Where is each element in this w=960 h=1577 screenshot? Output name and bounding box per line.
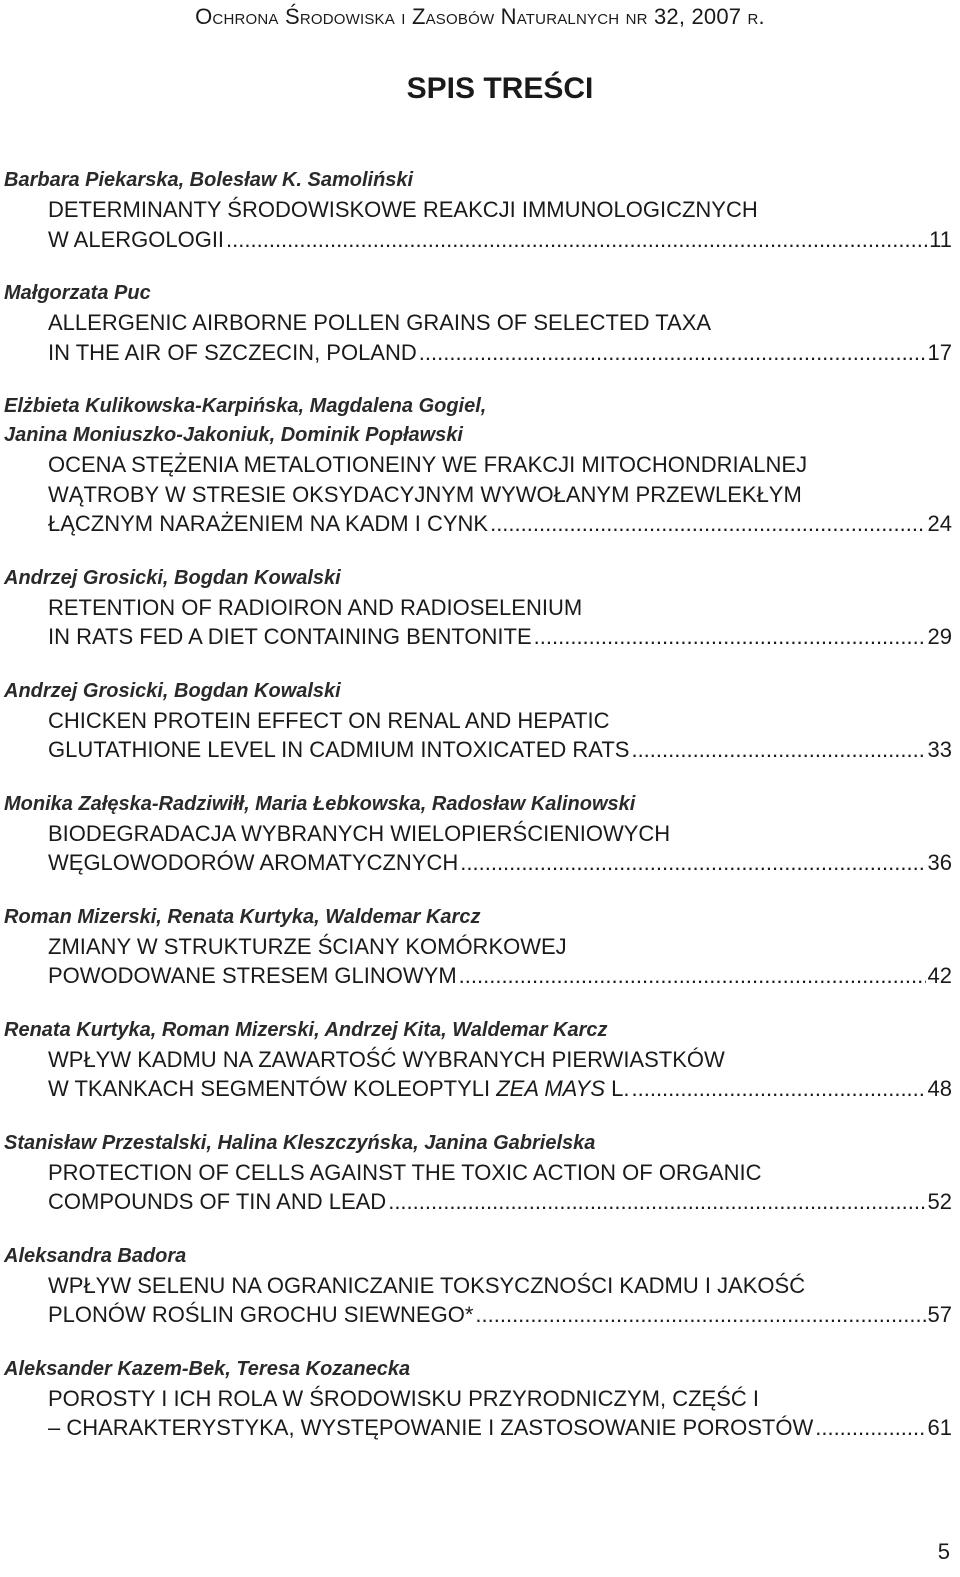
dot-leader (490, 509, 925, 539)
toc-entry[interactable] (0, 1355, 952, 1443)
entry-last-line (0, 1074, 952, 1104)
toc-entry[interactable] (0, 677, 952, 765)
entry-page-number[interactable]: 57 (927, 1302, 952, 1327)
entry-authors: Roman Mizerski, Renata Kurtyka, Waldemar Karcz (4, 905, 481, 928)
entry-authors: Renata Kurtyka, Roman Mizerski, Andrzej Kita, Waldemar Karcz (4, 1018, 608, 1041)
table-of-contents (0, 166, 952, 1468)
entry-title-line: BIODEGRADACJA WYBRANYCH WIELOPIERŚCIENIOWYCH (48, 820, 671, 846)
entry-title-line: PROTECTION OF CELLS AGAINST THE TOXIC ACTION OF ORGANIC (48, 1159, 762, 1185)
dot-leader (632, 1074, 926, 1104)
toc-entry[interactable] (0, 279, 952, 367)
entry-last-line (0, 961, 952, 991)
entry-title-line: WPŁYW KADMU NA ZAWARTOŚĆ WYBRANYCH PIERWIASTKÓW (48, 1046, 725, 1072)
toc-entry[interactable] (0, 166, 952, 254)
toc-entry[interactable] (0, 903, 952, 991)
dot-leader (534, 622, 926, 652)
dot-leader (388, 1187, 925, 1217)
toc-entry[interactable] (0, 392, 952, 539)
dot-leader (815, 1413, 925, 1443)
toc-entry[interactable] (0, 564, 952, 652)
running-head: Ochrona Środowiska i Zasobów Naturalnych nr 32, 2007 r. (195, 4, 765, 29)
toc-entry[interactable] (0, 1016, 952, 1104)
entry-page-number[interactable]: 29 (927, 624, 952, 649)
entry-title-end-roman: W TKANKACH SEGMENTÓW KOLEOPTYLI (48, 1076, 491, 1101)
entry-title-end: – CHARAKTERYSTYKA, WYSTĘPOWANIE I ZASTOSOWANIE POROSTÓW (48, 1415, 814, 1440)
entry-title-line: POROSTY I ICH ROLA W ŚRODOWISKU PRZYRODNICZYM, CZĘŚĆ I (48, 1385, 759, 1411)
page-number: 5 (937, 1539, 950, 1564)
entry-title-line: ALLERGENIC AIRBORNE POLLEN GRAINS OF SELECTED TAXA (48, 310, 712, 335)
entry-title-end: COMPOUNDS OF TIN AND LEAD (48, 1189, 387, 1214)
entry-title-line: ZMIANY W STRUKTURZE ŚCIANY KOMÓRKOWEJ (48, 933, 567, 959)
entry-authors-continued: Janina Moniuszko-Jakoniuk, Dominik Popławski (4, 424, 463, 446)
page-title: SPIS TREŚCI (406, 72, 594, 105)
entry-title-end: ŁĄCZNYM NARAŻENIEM NA KADM I CYNK (48, 511, 489, 536)
entry-title-line: CHICKEN PROTEIN EFFECT ON RENAL AND HEPATIC (48, 707, 610, 733)
entry-authors: Elżbieta Kulikowska-Karpińska, Magdalena Gogiel, (4, 395, 487, 417)
entry-title-line: OCENA STĘŻENIA METALOTIONEINY WE FRAKCJI MITOCHONDRIALNEJ (48, 452, 808, 477)
entry-last-line (0, 848, 952, 878)
entry-title-end (48, 1074, 630, 1104)
entry-last-line (0, 622, 952, 652)
entry-page-number[interactable]: 36 (927, 850, 952, 875)
entry-authors: Andrzej Grosicki, Bogdan Kowalski (4, 566, 341, 589)
entry-authors: Aleksander Kazem-Bek, Teresa Kozanecka (4, 1357, 411, 1380)
entry-title-line: WĄTROBY W STRESIE OKSYDACYJNYM WYWOŁANYM PRZEWLEKŁYM (48, 481, 802, 507)
toc-entry[interactable] (0, 1242, 952, 1330)
entry-last-line (0, 509, 952, 539)
entry-last-line (0, 735, 952, 765)
entry-last-line (0, 1187, 952, 1217)
entry-title-end: IN THE AIR OF SZCZECIN, POLAND (48, 339, 417, 365)
dot-leader (419, 338, 926, 368)
entry-authors: Stanisław Przestalski, Halina Kleszczyńska, Janina Gabrielska (4, 1131, 596, 1154)
entry-authors: Andrzej Grosicki, Bogdan Kowalski (4, 679, 341, 702)
entry-page-number[interactable]: 17 (927, 339, 952, 365)
entry-page-number[interactable]: 48 (927, 1076, 952, 1101)
toc-entry[interactable] (0, 1129, 952, 1217)
entry-last-line (0, 338, 952, 368)
entry-authors: Małgorzata Puc (4, 282, 151, 304)
entry-title-line: WPŁYW SELENU NA OGRANICZANIE TOKSYCZNOŚCI KADMU I JAKOŚĆ (48, 1272, 806, 1298)
dot-leader (475, 1300, 925, 1330)
entry-last-line (0, 225, 952, 255)
entry-title-species: ZEA MAYS (496, 1076, 606, 1101)
entry-title-line: DETERMINANTY ŚRODOWISKOWE REAKCJI IMMUNOLOGICZNYCH (48, 197, 758, 222)
entry-title-end: IN RATS FED A DIET CONTAINING BENTONITE (48, 624, 532, 649)
entry-page-number[interactable]: 42 (927, 963, 952, 988)
entry-title-end: WĘGLOWODORÓW AROMATYCZNYCH (48, 850, 459, 875)
entry-page-number[interactable]: 33 (927, 737, 952, 762)
entry-title-line: RETENTION OF RADIOIRON AND RADIOSELENIUM (48, 594, 583, 620)
entry-authors: Barbara Piekarska, Bolesław K. Samoliński (4, 169, 414, 191)
entry-title-end-tail: L. (605, 1076, 630, 1101)
dot-leader (459, 961, 926, 991)
entry-title-end: PLONÓW ROŚLIN GROCHU SIEWNEGO* (48, 1302, 474, 1327)
entry-page-number[interactable]: 61 (927, 1415, 952, 1440)
entry-title-end: GLUTATHIONE LEVEL IN CADMIUM INTOXICATED RATS (48, 737, 630, 762)
entry-page-number[interactable]: 52 (927, 1189, 952, 1214)
entry-title-end: POWODOWANE STRESEM GLINOWYM (48, 963, 457, 988)
dot-leader (460, 848, 925, 878)
entry-last-line (0, 1413, 952, 1443)
entry-page-number[interactable]: 11 (929, 226, 952, 252)
entry-authors: Aleksandra Badora (4, 1244, 187, 1267)
entry-authors: Monika Załęska-Radziwiłł, Maria Łebkowska, Radosław Kalinowski (4, 792, 636, 815)
entry-last-line (0, 1300, 952, 1330)
dot-leader (631, 735, 925, 765)
toc-entry[interactable] (0, 790, 952, 878)
dot-leader (226, 225, 927, 255)
entry-title-end: W ALERGOLOGII (48, 226, 225, 252)
entry-page-number[interactable]: 24 (927, 511, 952, 536)
